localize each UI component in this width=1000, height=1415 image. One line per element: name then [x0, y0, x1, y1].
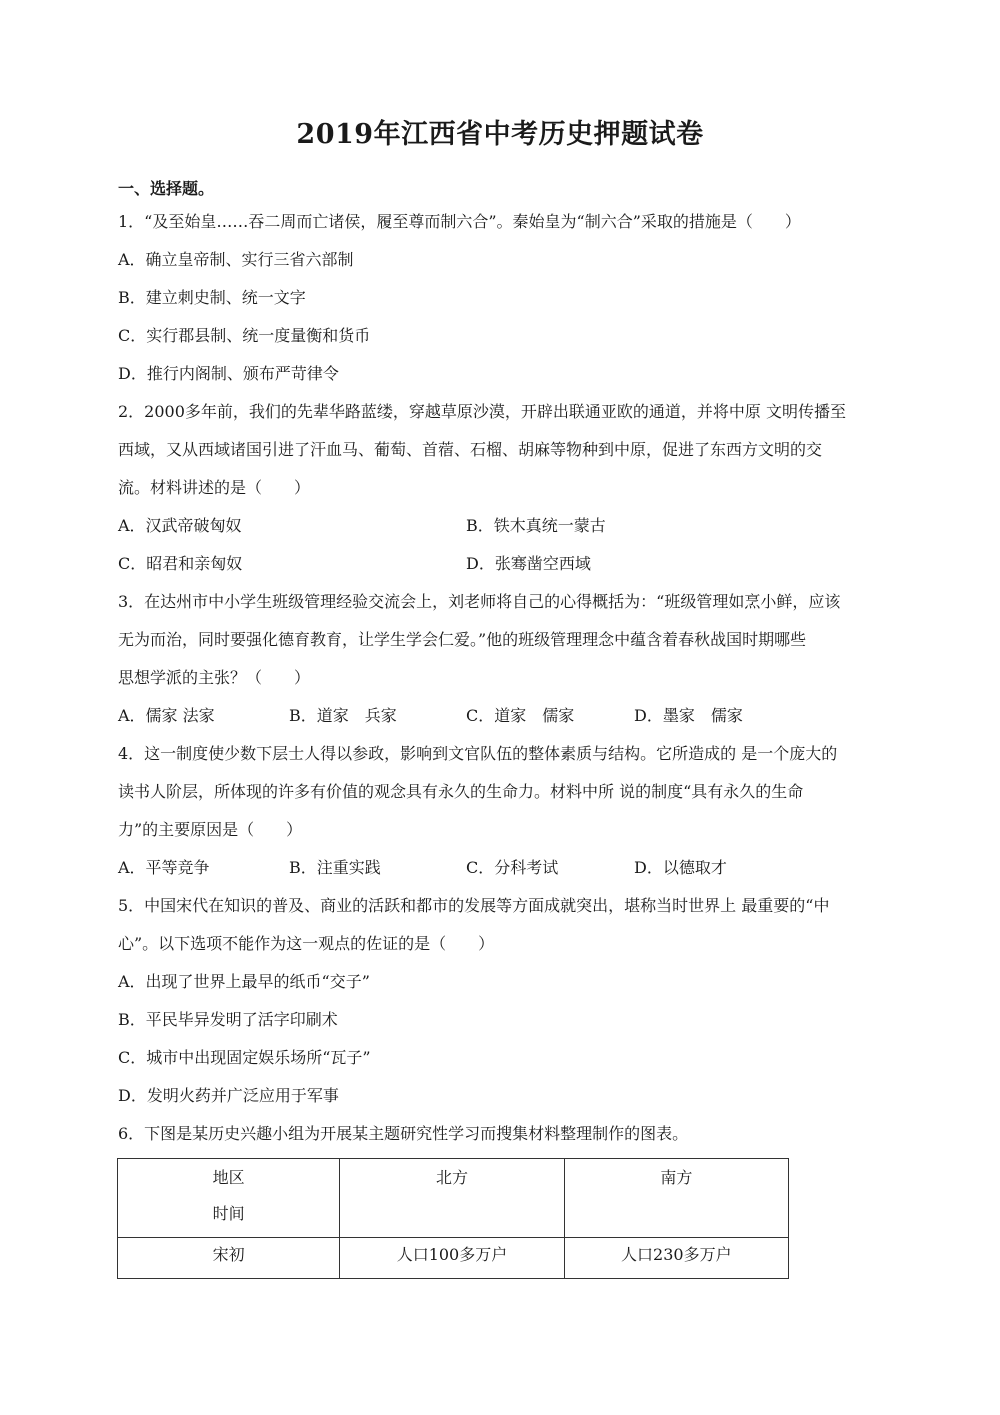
question-3-line-1: 3．在达州市中小学生班级管理经验交流会上，刘老师将自己的心得概括为：“班级管理如烹小鲜，应该	[118, 592, 841, 611]
question-5-line-2: 心”。以下选项不能作为这一观点的佐证的是（ ）	[118, 934, 495, 953]
question-4-option-a: A．平等竞争	[118, 858, 210, 877]
question-3-option-b: B．道家 兵家	[289, 706, 397, 725]
table-header-north: 北方	[340, 1159, 564, 1238]
question-4-option-b: B．注重实践	[289, 858, 381, 877]
question-1-option-c: C．实行郡县制、统一度量衡和货币	[118, 326, 371, 345]
table-row-label: 宋初	[118, 1238, 340, 1279]
question-3-line-2: 无为而治，同时要强化德育教育，让学生学会仁爱。”他的班级管理理念中蕴含着春秋战国时期哪些	[118, 630, 807, 649]
question-1-option-b: B．建立刺史制、统一文字	[118, 288, 306, 307]
table-cell-north: 人口100多万户	[340, 1238, 564, 1279]
table-row	[118, 1238, 789, 1279]
question-2-line-1: 2．2000多年前，我们的先辈华路蓝缕，穿越草原沙漠，开辟出联通亚欧的通道，并将中原 文明传播至	[118, 402, 846, 421]
table-header-south: 南方	[564, 1159, 788, 1238]
question-2-option-d: D．张骞凿空西域	[466, 554, 591, 573]
question-1-option-a: A．确立皇帝制、实行三省六部制	[118, 250, 354, 269]
question-4-line-3: 力”的主要原因是（ ）	[118, 820, 303, 839]
question-3-option-a: A．儒家 法家	[118, 706, 215, 725]
question-2-line-3: 流。材料讲述的是（ ）	[118, 478, 311, 497]
question-5-option-b: B．平民毕异发明了活字印刷术	[118, 1010, 338, 1029]
question-5-option-a: A．出现了世界上最早的纸币“交子”	[118, 972, 370, 991]
table-corner-region-label: 地区	[212, 1168, 245, 1187]
question-3-line-3: 思想学派的主张？（ ）	[118, 668, 311, 687]
question-3-option-c: C．道家 儒家	[466, 706, 575, 725]
question-4-line-2: 读书人阶层，所体现的许多有价值的观念具有永久的生命力。材料中所 说的制度“具有永久的生命	[118, 782, 804, 801]
question-3-option-d: D．墨家 儒家	[634, 706, 743, 725]
table-corner-cell	[118, 1159, 340, 1238]
question-5-option-d: D．发明火药并广泛应用于军事	[118, 1086, 339, 1105]
table-cell-south: 人口230多万户	[564, 1238, 788, 1279]
exam-title: 2019年江西省中考历史押题试卷	[296, 119, 704, 150]
question-5-line-1: 5．中国宋代在知识的普及、商业的活跃和都市的发展等方面成就突出，堪称当时世界上 最重要的“中	[118, 896, 830, 915]
question-1-option-d: D．推行内阁制、颁布严苛律令	[118, 364, 339, 383]
question-1-stem: 1．“及至始皇……吞二周而亡诸侯，履至尊而制六合”。秦始皇为“制六合”采取的措施是（ ）	[118, 212, 801, 231]
question-2-option-c: C．昭君和亲匈奴	[118, 554, 243, 573]
question-4-line-1: 4．这一制度使少数下层士人得以参政，影响到文官队伍的整体素质与结构。它所造成的 是一个庞大的	[118, 744, 838, 763]
question-5-option-c: C．城市中出现固定娱乐场所“瓦子”	[118, 1048, 371, 1067]
question-2-option-b: B．铁木真统一蒙古	[466, 516, 606, 535]
table-header-row	[118, 1159, 789, 1238]
section-heading: 一、选择题。	[118, 179, 215, 198]
table-corner-time-label: 时间	[212, 1204, 245, 1223]
question-2-line-2: 西域，又从西域诸国引进了汗血马、葡萄、首蓿、石榴、胡麻等物种到中原，促进了东西方文明的交	[118, 440, 823, 459]
question-4-option-c: C．分科考试	[466, 858, 559, 877]
question-6-stem: 6．下图是某历史兴趣小组为开展某主题研究性学习而搜集材料整理制作的图表。	[118, 1124, 689, 1143]
population-table	[117, 1158, 789, 1279]
question-2-option-a: A．汉武帝破匈奴	[118, 516, 242, 535]
question-4-option-d: D．以德取才	[634, 858, 727, 877]
